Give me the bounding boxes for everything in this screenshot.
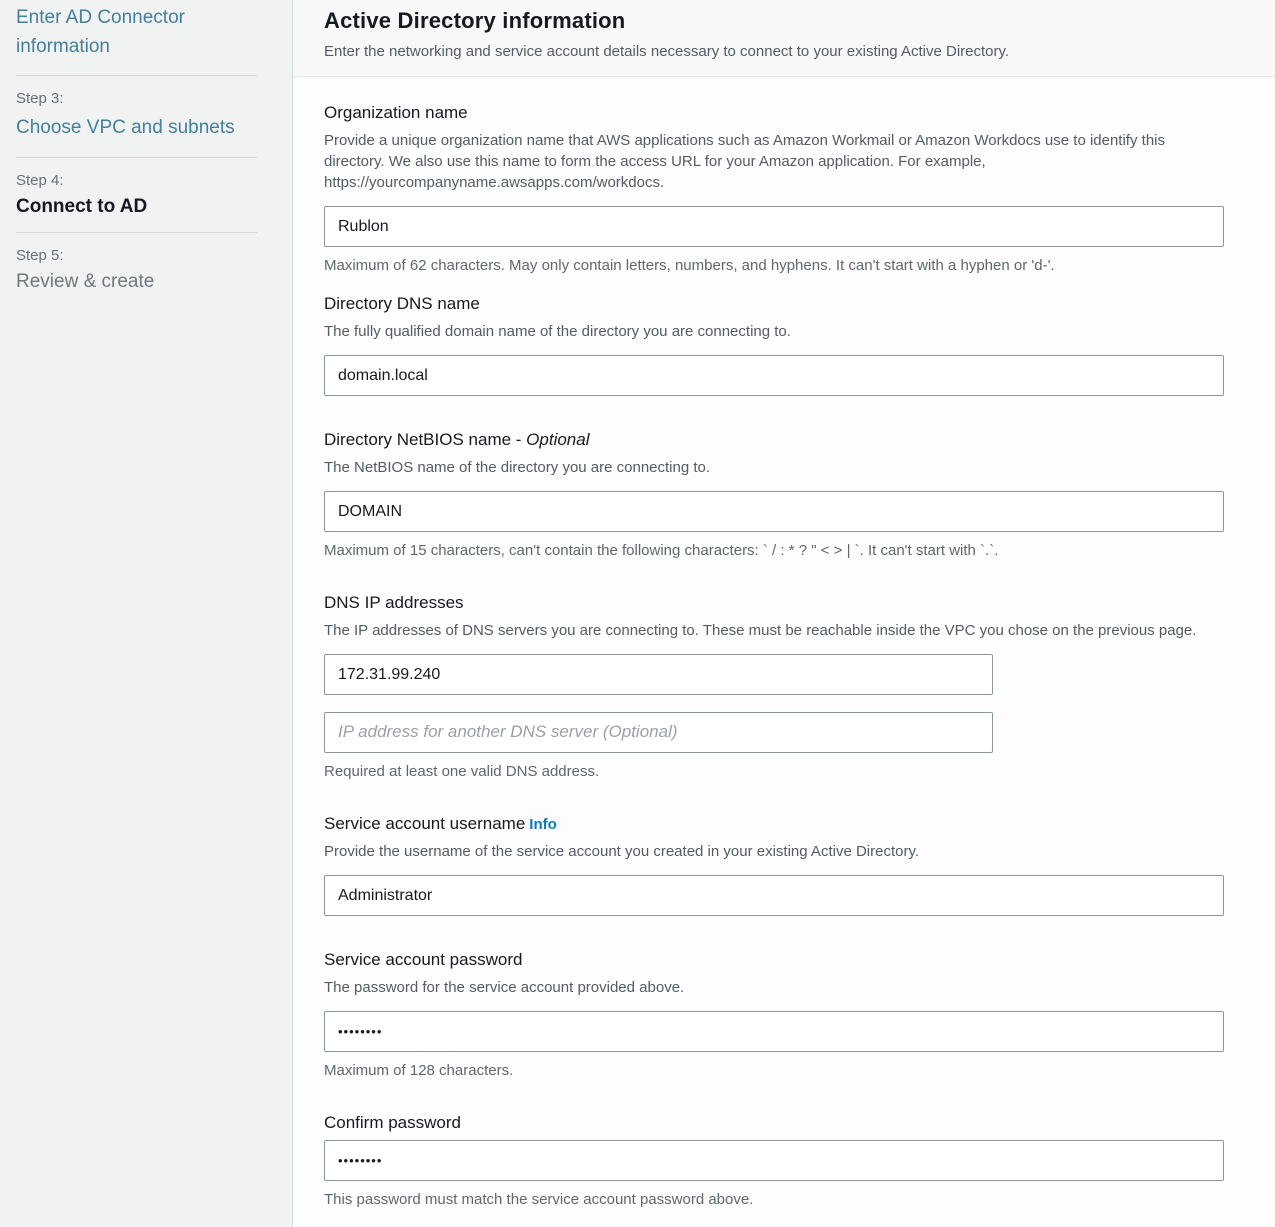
sidebar-step-3 — [16, 90, 277, 143]
netbios-name-description: The NetBIOS name of the directory you are connecting to. — [324, 459, 711, 476]
info-link[interactable]: Info — [529, 816, 557, 833]
dns-ip-addresses-hint: Required at least one valid DNS address. — [324, 763, 600, 780]
directory-dns-name-input[interactable] — [324, 355, 1224, 396]
sidebar-item-connect-to-ad: Connect to AD — [16, 195, 148, 217]
dns-ip-secondary-input[interactable] — [324, 712, 993, 753]
page-subtitle: Enter the networking and service account details necessary to connect to your existing Active Directory. — [324, 43, 1010, 60]
service-account-username-description: Provide the username of the service account you created in your existing Active Directory. — [324, 843, 920, 860]
netbios-name-input[interactable] — [324, 491, 1224, 532]
ad-information-form — [293, 77, 1275, 1208]
organization-name-label: Organization name — [324, 103, 468, 122]
service-account-password-field — [324, 950, 1255, 1079]
page-title: Active Directory information — [324, 8, 626, 33]
confirm-password-input[interactable] — [324, 1140, 1224, 1181]
dns-ip-addresses-label: DNS IP addresses — [324, 593, 464, 612]
step-number-label: Step 4: — [16, 171, 64, 189]
service-account-password-description: The password for the service account provided above. — [324, 979, 685, 996]
confirm-password-label: Confirm password — [324, 1113, 461, 1132]
step-number-label: Step 5: — [16, 246, 64, 264]
sidebar-divider — [16, 232, 257, 233]
organization-name-input[interactable] — [324, 206, 1224, 247]
organization-name-description: Provide a unique organization name that AWS applications such as Amazon Workmail or Amazon Workdocs use to identify this directory. We also use this name to form the access URL for your Amazon application. For example, https://yourcompanyname.awsapps.com/workdocs. — [324, 132, 1165, 191]
steps-sidebar — [0, 0, 293, 1227]
service-account-password-hint: Maximum of 128 characters. — [324, 1062, 514, 1079]
service-account-username-label — [324, 814, 1255, 834]
service-account-username-input[interactable] — [324, 875, 1224, 916]
dns-ip-addresses-field — [324, 593, 1255, 780]
directory-dns-name-description: The fully qualified domain name of the directory you are connecting to. — [324, 323, 791, 340]
sidebar-item-choose-vpc-and-subnets[interactable]: Choose VPC and subnets — [16, 117, 235, 138]
sidebar-divider — [16, 157, 257, 158]
netbios-name-hint: Maximum of 15 characters, can't contain the following characters: ` / : * ? " < > | `. It can't start with `.`. — [324, 542, 999, 559]
service-account-password-input[interactable] — [324, 1011, 1224, 1052]
directory-dns-name-field — [324, 294, 1255, 396]
service-account-password-label: Service account password — [324, 950, 523, 969]
service-account-username-field — [324, 814, 1255, 916]
netbios-name-field — [324, 430, 1255, 559]
netbios-name-label — [324, 430, 1255, 450]
confirm-password-field — [324, 1113, 1255, 1208]
step-number-label: Step 3: — [16, 90, 64, 107]
netbios-name-label-text: Directory NetBIOS name - — [324, 430, 527, 449]
main-content — [293, 0, 1275, 1227]
organization-name-hint: Maximum of 62 characters. May only contain letters, numbers, and hyphens. It can't start with a hyphen or 'd-'. — [324, 257, 1055, 274]
optional-flag: Optional — [526, 430, 590, 449]
directory-dns-name-label: Directory DNS name — [324, 294, 480, 313]
dns-ip-addresses-description: The IP addresses of DNS servers you are connecting to. These must be reachable inside the VPC you chose on the previous page. — [324, 622, 1197, 639]
sidebar-link-enter-ad-connector-information[interactable]: Enter AD Connector information — [16, 7, 185, 57]
page-header — [293, 0, 1275, 77]
sidebar-step-4 — [16, 172, 277, 218]
service-account-username-label-text: Service account username — [324, 814, 526, 833]
sidebar-item-review-and-create: Review & create — [16, 270, 155, 292]
dns-ip-primary-input[interactable] — [324, 654, 993, 695]
confirm-password-hint: This password must match the service account password above. — [324, 1191, 754, 1208]
sidebar-step-5 — [16, 247, 277, 293]
sidebar-divider — [16, 75, 257, 76]
organization-name-field — [324, 103, 1255, 274]
